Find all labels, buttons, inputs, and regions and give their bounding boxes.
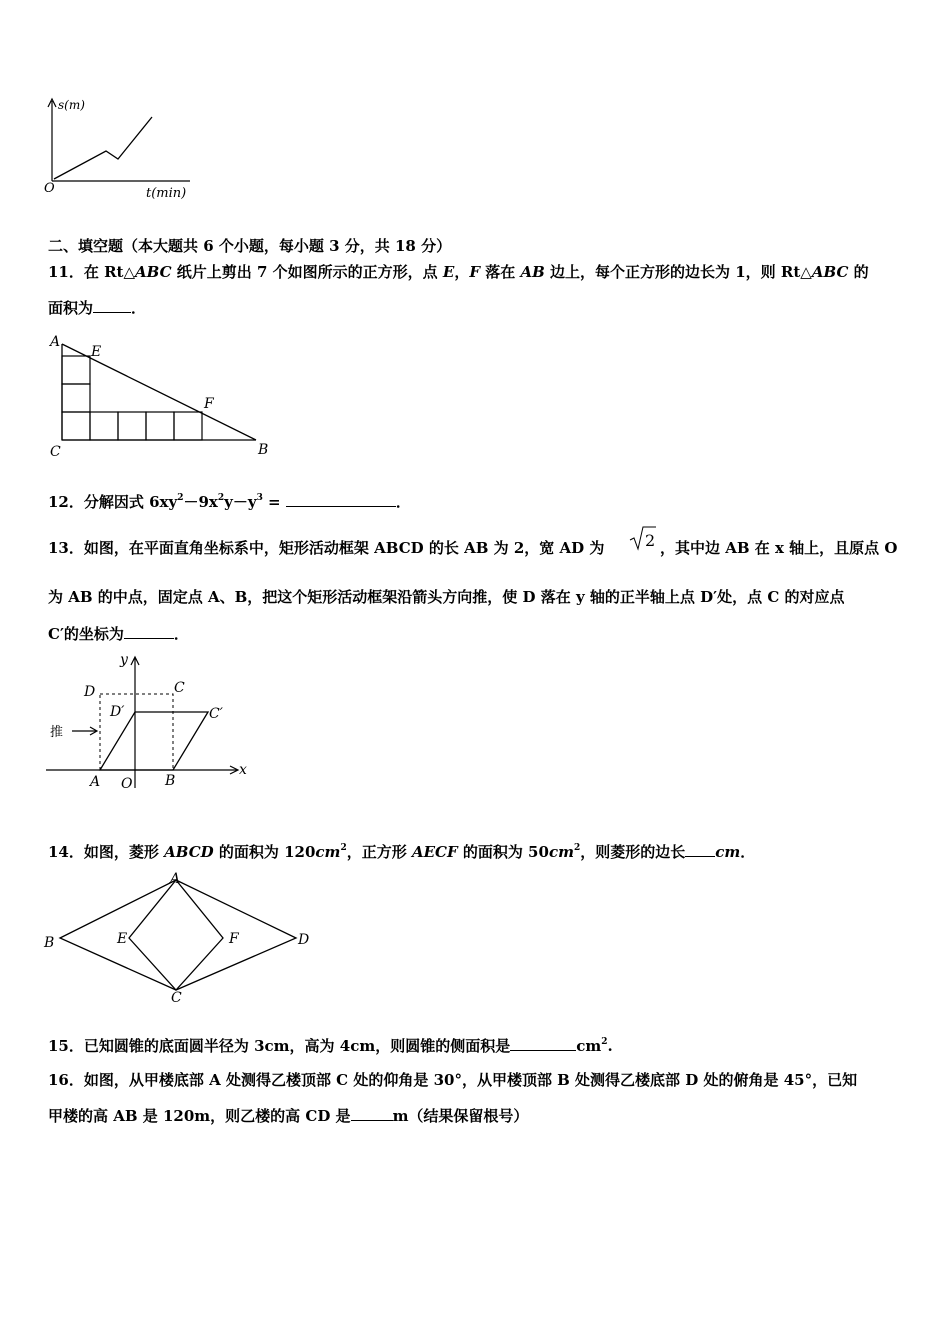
q14-a: 14．如图，菱形 — [48, 843, 165, 861]
x-axis-label: t(min) — [146, 186, 187, 201]
pushed-parallelogram — [100, 712, 208, 770]
label-d: D — [298, 932, 310, 948]
label-c: C — [50, 444, 61, 460]
q11-f: F — [469, 263, 481, 281]
q13-answer-blank[interactable] — [124, 624, 174, 639]
q11-ab: AB — [520, 263, 545, 281]
q12-exp2: 2 — [217, 493, 225, 503]
label-b: B — [258, 442, 269, 458]
q11-line2 — [48, 298, 146, 318]
square — [62, 384, 90, 412]
label-d: D — [84, 684, 96, 700]
q11-text-e: 边上，每个正方形的边长为 1，则 Rt△ — [544, 263, 812, 281]
q11-triangle-figure — [44, 330, 279, 465]
q14-exp1: 2 — [340, 843, 347, 853]
q12-mid1: －9x — [183, 493, 218, 511]
q13-line2: 为 AB 的中点，固定点 A、B，把这个矩形活动框架沿箭头方向推，使 D 落在 y 轴的正半轴上点 D′处，点 C 的对应点 — [48, 588, 845, 606]
q12-mid2: y－y — [224, 493, 257, 511]
q11-e: E — [442, 263, 455, 281]
label-c: C — [171, 990, 182, 1005]
q15-end: . — [607, 1037, 613, 1055]
q12-exp3: 3 — [256, 493, 263, 503]
q13-line1 — [48, 538, 604, 558]
square — [90, 412, 118, 440]
q15-line — [48, 1036, 613, 1056]
q16-line1: 16．如图，从甲楼底部 A 处测得乙楼顶部 C 处的仰角是 30°，从甲楼顶部 B 处测得乙楼底部 D 处的俯角是 45°，已知 — [48, 1071, 858, 1089]
q13-line1-end: ，其中边 AB 在 x 轴上，且原点 O — [660, 539, 898, 557]
q14-abcd: ABCD — [164, 843, 214, 861]
q12-line — [48, 492, 411, 512]
label-a: A — [90, 774, 101, 790]
label-a: A — [170, 871, 181, 887]
push-label: 推 — [50, 725, 64, 740]
q12-mid3: = — [262, 493, 286, 511]
label-f: F — [204, 396, 214, 412]
square — [62, 356, 90, 384]
q11-answer-blank[interactable] — [93, 298, 131, 313]
q14-exp2: 2 — [573, 843, 581, 853]
q16-line2 — [48, 1106, 528, 1126]
q14-answer-blank[interactable] — [685, 842, 715, 857]
q13-line3 — [48, 624, 189, 644]
label-c: C — [174, 680, 185, 696]
rhombus-abcd — [60, 880, 296, 990]
q12-answer-blank[interactable] — [286, 492, 396, 507]
origin-label: O — [44, 181, 55, 196]
q14-line — [48, 842, 755, 862]
q14-c: ，正方形 — [346, 843, 412, 861]
square — [146, 412, 174, 440]
q12-end: ． — [395, 493, 411, 511]
label-x: x — [239, 762, 247, 778]
square — [174, 412, 202, 440]
q11-text-b: 纸片上剪出 7 个如图所示的正方形，点 — [171, 263, 443, 281]
q15-unit: cm — [576, 1037, 602, 1055]
q14-unit: cm — [715, 843, 741, 861]
label-c-prime: C′ — [209, 706, 223, 722]
q13-coordinate-figure — [42, 648, 252, 798]
q11-line1 — [48, 262, 869, 282]
q11-text-a: 11．在 Rt△ — [48, 263, 136, 281]
graph-line — [54, 117, 152, 179]
q12-prefix: 12．分解因式 6xy — [48, 493, 178, 511]
q11-text-c: ， — [454, 263, 470, 281]
label-f: F — [229, 931, 239, 947]
q15-answer-blank[interactable] — [510, 1036, 576, 1051]
sqrt-two-symbol — [628, 524, 658, 554]
q15-exp: 2 — [601, 1037, 608, 1047]
q13-line3-text: C′的坐标为 — [48, 625, 124, 643]
q16-answer-blank[interactable] — [351, 1106, 393, 1121]
section-title: 二、填空题（本大题共 6 个小题，每小题 3 分，共 18 分） — [48, 237, 452, 255]
q13-line1-text: 13．如图，在平面直角坐标系中，矩形活动框架 ABCD 的长 AB 为 2，宽 AD 为 — [48, 539, 605, 557]
label-e: E — [117, 931, 128, 947]
q11-text-d: 落在 — [480, 263, 521, 281]
q11-line2-end: ． — [131, 299, 147, 317]
label-a: A — [50, 334, 61, 350]
q12-exp1: 2 — [177, 493, 184, 503]
y-axis-label: s(m) — [58, 98, 85, 112]
q14-cm1: cm — [315, 843, 341, 861]
label-o: O — [121, 776, 133, 792]
sqrt-number: 2 — [645, 531, 656, 550]
label-y: y — [120, 652, 128, 668]
q11-text-f: 的 — [848, 263, 869, 281]
q14-rhombus-figure — [42, 870, 312, 1005]
q14-cm2: cm — [548, 843, 574, 861]
q14-e: ，则菱形的边长 — [580, 843, 686, 861]
q15-text: 15．已知圆锥的底面圆半径为 3cm，高为 4cm，则圆锥的侧面积是 — [48, 1037, 511, 1055]
label-e: E — [91, 344, 102, 360]
q16-line2-b: m（结果保留根号） — [392, 1107, 529, 1125]
q16-line2-a: 甲楼的高 AB 是 120m，则乙楼的高 CD 是 — [48, 1107, 351, 1125]
q14-b: 的面积为 120 — [213, 843, 316, 861]
q13-line3-end: ． — [173, 625, 189, 643]
square — [62, 412, 90, 440]
q14-d: 的面积为 50 — [457, 843, 549, 861]
distance-time-graph — [40, 95, 200, 205]
label-b: B — [165, 773, 176, 789]
q11-line2-text: 面积为 — [48, 299, 94, 317]
q11-abc: ABC — [135, 263, 172, 281]
q11-abc2: ABC — [811, 263, 849, 281]
square — [118, 412, 146, 440]
label-b: B — [44, 935, 55, 951]
q14-end: ． — [740, 843, 756, 861]
label-d-prime: D′ — [110, 704, 125, 720]
q14-aecf: AECF — [411, 843, 458, 861]
